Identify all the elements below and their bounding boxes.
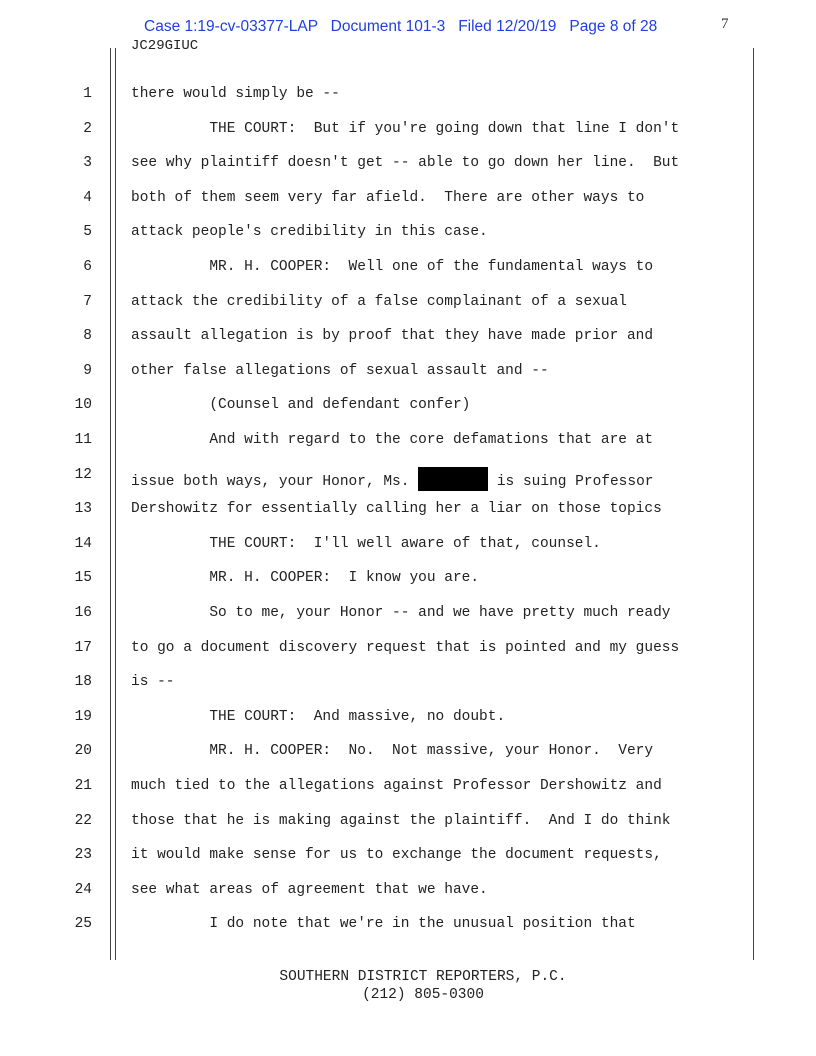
- line-text: is --: [131, 674, 175, 691]
- line-text-after-redaction: is suing Professor: [488, 473, 654, 490]
- transcript-line: [0, 805, 816, 840]
- line-text: And with regard to the core defamations that are at: [131, 432, 654, 448]
- line-number: 11: [74, 432, 92, 448]
- transcript-line: [0, 701, 816, 736]
- line-number: 19: [74, 708, 92, 725]
- transcript-line: [0, 735, 816, 770]
- transcript-line: [0, 320, 816, 355]
- page-number: 7: [721, 16, 729, 32]
- line-text: other false allegations of sexual assault and --: [131, 362, 549, 379]
- transcript-line: [0, 147, 816, 182]
- transcript-line: [0, 597, 816, 632]
- transcript-line: [0, 839, 816, 874]
- transcript-line: [0, 493, 816, 528]
- line-number: 12: [74, 466, 92, 483]
- line-text: both of them seem very far afield. There are other ways to: [131, 189, 645, 206]
- transcript-line: [0, 770, 816, 805]
- transcript-line: [0, 113, 816, 148]
- line-number: 18: [74, 674, 92, 691]
- transcript-line: [0, 528, 816, 563]
- transcript-line: [0, 286, 816, 321]
- transcript-line: [0, 251, 816, 286]
- redaction-box: [418, 467, 488, 491]
- case-header-stamp: Case 1:19-cv-03377-LAP Document 101-3 Filed 12/20/19 Page 8 of 28: [144, 18, 658, 35]
- line-number: 15: [74, 570, 92, 587]
- line-text: So to me, your Honor -- and we have pretty much ready: [131, 605, 671, 621]
- reporter-name: SOUTHERN DISTRICT REPORTERS, P.C.: [279, 969, 567, 985]
- transcript-line: [0, 355, 816, 390]
- transcript-line: [0, 459, 816, 494]
- transcript-line: [0, 78, 816, 113]
- line-text: to go a document discovery request that is pointed and my guess: [131, 639, 680, 656]
- line-text: Dershowitz for essentially calling her a liar on those topics: [131, 501, 662, 518]
- transcript-line: [0, 182, 816, 217]
- line-number: 22: [74, 812, 92, 829]
- transcript-line: [0, 389, 816, 424]
- line-text: much tied to the allegations against Professor Dershowitz and: [131, 778, 662, 794]
- line-number: 8: [83, 328, 92, 345]
- transcript-line: [0, 562, 816, 597]
- line-number: 24: [74, 881, 92, 898]
- line-number: 5: [83, 224, 92, 241]
- line-text: MR. H. COOPER: Well one of the fundamental ways to: [131, 259, 654, 275]
- line-text: THE COURT: I'll well aware of that, counsel.: [131, 535, 601, 552]
- line-number: 10: [74, 397, 92, 414]
- line-number: 9: [83, 362, 92, 379]
- line-number: 2: [83, 120, 92, 137]
- line-number: 3: [83, 155, 92, 172]
- line-number: 20: [74, 743, 92, 760]
- transcript-line: [0, 632, 816, 667]
- line-text: attack people's credibility in this case.: [131, 224, 488, 241]
- transcript-line: [0, 424, 816, 459]
- line-text: assault allegation is by proof that they have made prior and: [131, 328, 654, 345]
- line-number: 1: [83, 86, 92, 102]
- line-text: THE COURT: And massive, no doubt.: [131, 708, 506, 725]
- reporter-phone: (212) 805-0300: [362, 987, 484, 1003]
- line-text: it would make sense for us to exchange the document requests,: [131, 847, 662, 864]
- line-text: those that he is making against the plaintiff. And I do think: [131, 812, 671, 829]
- line-number: 6: [83, 259, 92, 275]
- transcript-line: [0, 216, 816, 251]
- line-number: 25: [74, 916, 92, 933]
- line-text: MR. H. COOPER: No. Not massive, your Honor. Very: [131, 743, 654, 760]
- line-text: attack the credibility of a false complainant of a sexual: [131, 293, 627, 310]
- line-number: 23: [74, 847, 92, 864]
- line-number: 4: [83, 189, 92, 206]
- transcript-line: [0, 908, 816, 943]
- transcript-code: JC29GIUC: [131, 38, 199, 54]
- line-number: 17: [74, 639, 92, 656]
- transcript-line: [0, 874, 816, 909]
- line-text: I do note that we're in the unusual position that: [131, 916, 636, 933]
- line-text: see why plaintiff doesn't get -- able to go down her line. But: [131, 155, 680, 172]
- reporter-footer: [0, 968, 816, 1004]
- line-number: 7: [83, 293, 92, 310]
- line-text: (Counsel and defendant confer): [131, 397, 471, 414]
- line-text: [131, 467, 653, 491]
- transcript-line: [0, 666, 816, 701]
- line-number: 21: [74, 778, 92, 794]
- line-number: 13: [74, 501, 92, 518]
- line-number: 14: [74, 535, 92, 552]
- line-number: 16: [74, 605, 92, 621]
- line-text: THE COURT: But if you're going down that line I don't: [131, 120, 680, 137]
- line-text: there would simply be --: [131, 86, 340, 102]
- line-text-before-redaction: issue both ways, your Honor, Ms.: [131, 473, 419, 490]
- line-text: MR. H. COOPER: I know you are.: [131, 570, 480, 587]
- line-text: see what areas of agreement that we have.: [131, 881, 488, 898]
